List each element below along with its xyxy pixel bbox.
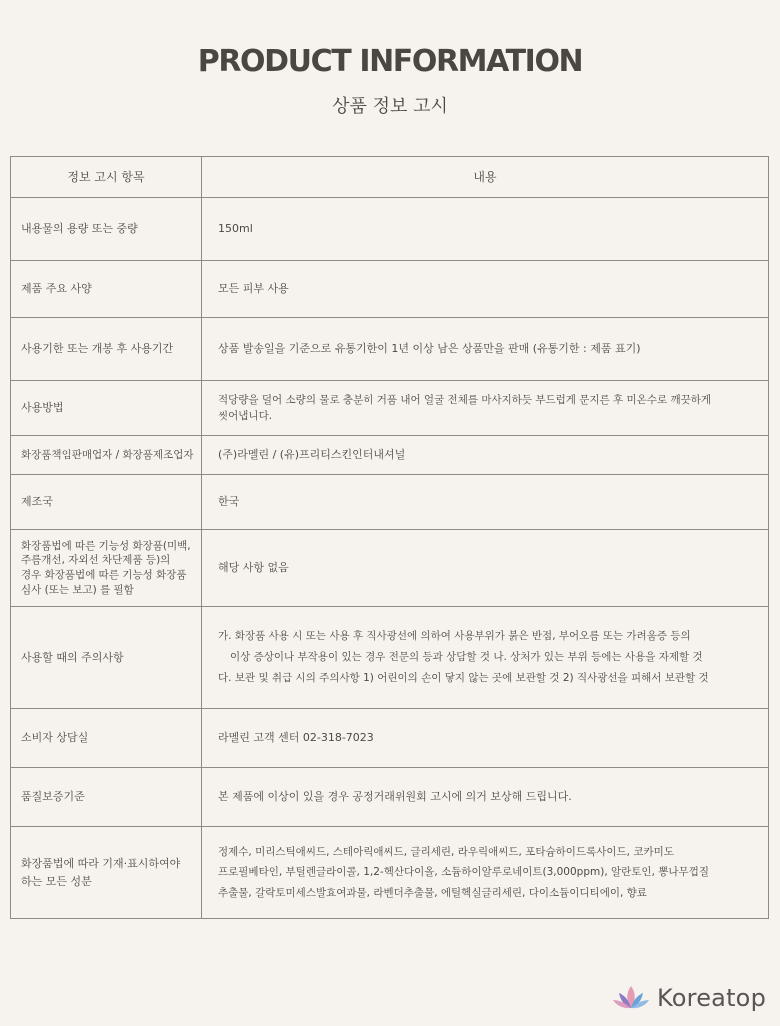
row-key: 화장품책임판매업자 / 화장품제조업자 (11, 436, 202, 475)
row-key: 제품 주요 사양 (11, 261, 202, 318)
row-value (202, 607, 769, 709)
row-value: 적당량을 덜어 소량의 물로 충분히 거품 내어 얼굴 전체를 마사지하듯 부드럽게 문지른 후 미온수로 깨끗하게 씻어냅니다. (202, 381, 769, 436)
row-key: 화장품법에 따른 기능성 화장품(미백, 주름개선, 자외선 차단제품 등)의 경우 화장품법에 따른 기능성 화장품 심사 (또는 보고) 를 필함 (11, 530, 202, 607)
row-value: 모든 피부 사용 (202, 261, 769, 318)
table-row (11, 436, 769, 475)
table-row (11, 318, 769, 381)
row-value: 해당 사항 없음 (202, 530, 769, 607)
row-key: 사용기한 또는 개봉 후 사용기간 (11, 318, 202, 381)
lotus-icon (611, 984, 651, 1012)
ingredient-line: 정제수, 미리스틱애씨드, 스테아릭애씨드, 글리세린, 라우릭애씨드, 포타슘하이드록사이드, 코카미도 (218, 845, 674, 858)
table-row (11, 530, 769, 607)
logo-text: Koreatop (657, 984, 766, 1012)
row-value: 본 제품에 이상이 있을 경우 공정거래위원회 고시에 의거 보상해 드립니다. (202, 768, 769, 827)
table-row (11, 607, 769, 709)
row-key: 소비자 상담실 (11, 709, 202, 768)
row-value: 150ml (202, 198, 769, 261)
header-content: 내용 (202, 157, 769, 198)
caution-line: 이상 증상이나 부작용이 있는 경우 전문의 등과 상담할 것 나. 상처가 있는 부위 등에는 사용을 자제할 것 (230, 651, 703, 663)
table-row (11, 709, 769, 768)
table-row (11, 261, 769, 318)
caution-line: 가. 화장품 사용 시 또는 사용 후 직사광선에 의하여 사용부위가 붉은 반점, 부어오름 또는 가려움증 등의 (218, 630, 691, 642)
row-value (202, 827, 769, 919)
table-row (11, 768, 769, 827)
table-row (11, 381, 769, 436)
page-subtitle: 상품 정보 고시 (332, 96, 448, 117)
table-row (11, 198, 769, 261)
row-value: 상품 발송일을 기준으로 유통기한이 1년 이상 남은 상품만을 판매 (유통기한 : 제품 표기) (202, 318, 769, 381)
table-row (11, 827, 769, 919)
ingredient-line: 프로필베타인, 부틸렌글라이콜, 1,2-헥산다이올, 소듐하이알루로네이트(3,000ppm), 알란토인, 뽕나무껍질 (218, 866, 709, 879)
product-info-table (10, 156, 769, 919)
koreatop-logo (611, 984, 766, 1012)
row-value: (주)라멜린 / (유)프리티스킨인터내셔널 (202, 436, 769, 475)
table-row (11, 475, 769, 530)
row-key: 사용할 때의 주의사항 (11, 607, 202, 709)
ingredient-line: 추출물, 갈락토미세스발효여과물, 라벤더추출물, 에틸헥실글리세린, 다이소듐이디티에이, 향료 (218, 886, 647, 899)
row-value: 라멜린 고객 센터 02-318-7023 (202, 709, 769, 768)
row-key: 사용방법 (11, 381, 202, 436)
row-key: 내용물의 용량 또는 중량 (11, 198, 202, 261)
row-key: 화장품법에 따라 기재·표시하여야 하는 모든 성분 (11, 827, 202, 919)
row-value: 한국 (202, 475, 769, 530)
caution-line: 다. 보관 및 취급 시의 주의사항 1) 어린이의 손이 닿지 않는 곳에 보관할 것 2) 직사광선을 피해서 보관할 것 (218, 672, 709, 684)
header-item: 정보 고시 항목 (11, 157, 202, 198)
page-title: PRODUCT INFORMATION (197, 44, 583, 79)
row-key: 품질보증기준 (11, 768, 202, 827)
row-key: 제조국 (11, 475, 202, 530)
table-header-row (11, 157, 769, 198)
